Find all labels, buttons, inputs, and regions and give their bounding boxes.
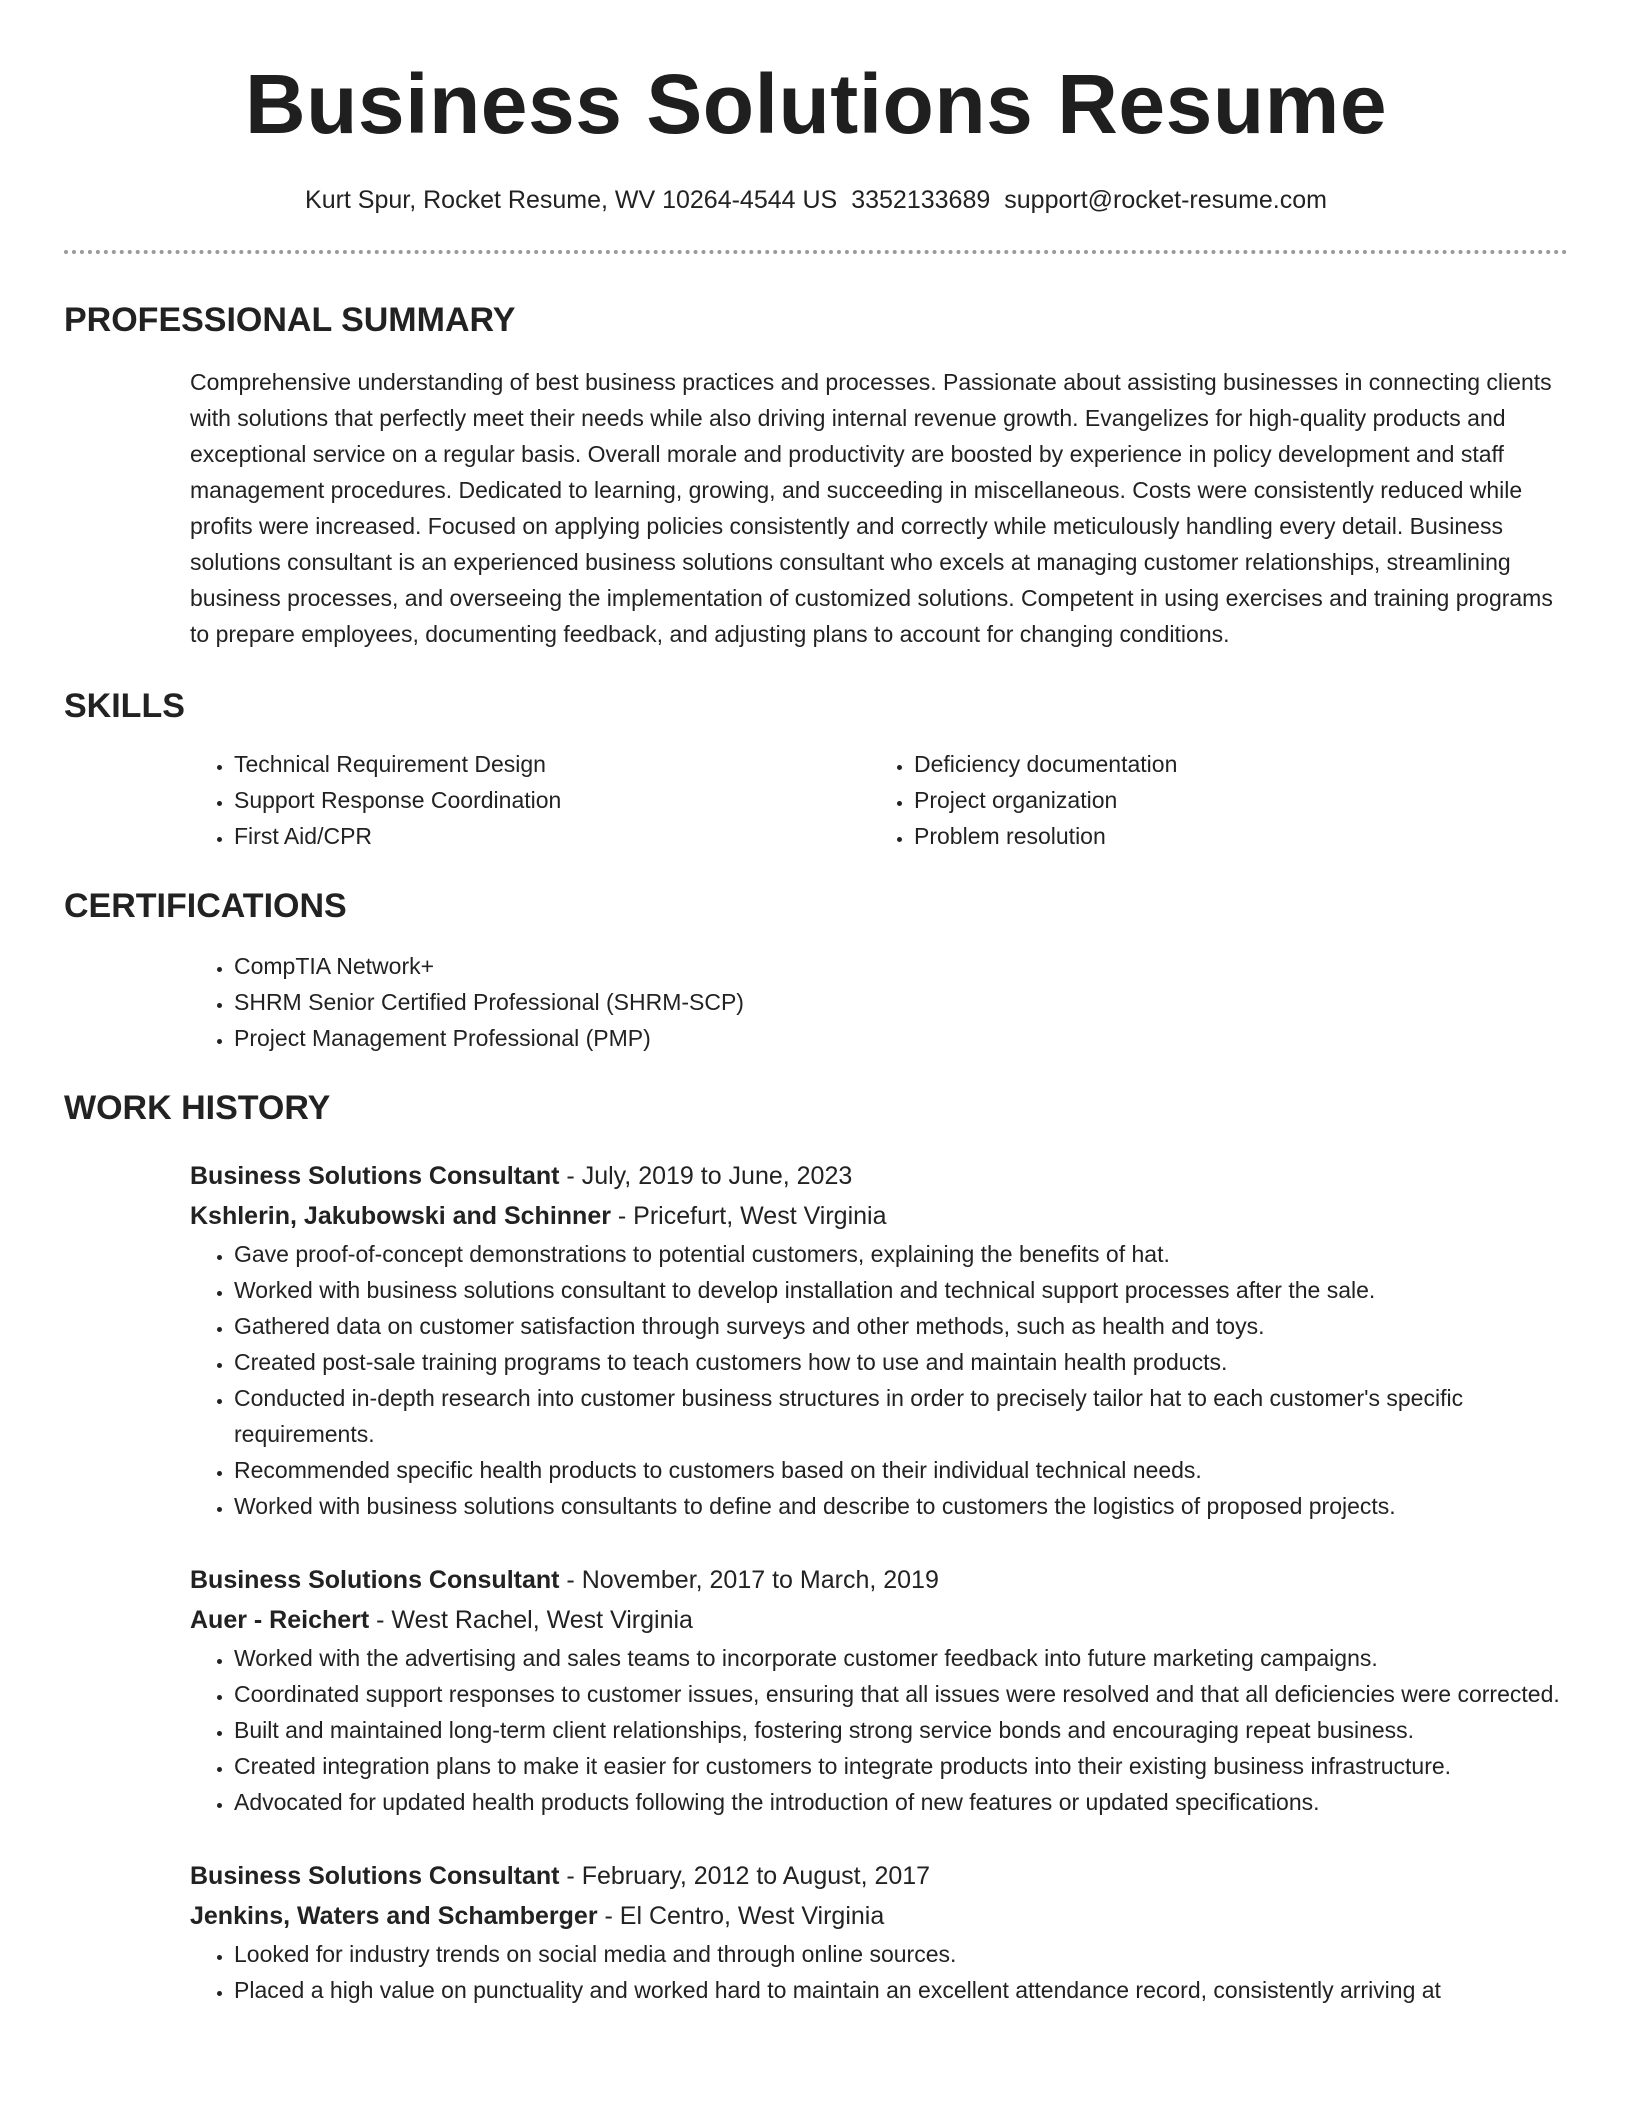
certification-item: • SHRM Senior Certified Professional (SHRM-SCP)	[234, 984, 1568, 1020]
job-bullet: • Conducted in-depth research into customer business structures in order to precisely tailor hat to each customer's specific requirements.	[234, 1380, 1568, 1452]
skills-column-left	[190, 746, 870, 854]
job-bullet: • Recommended specific health products to customers based on their individual technical needs.	[234, 1452, 1568, 1488]
skill-item: • Deficiency documentation	[914, 746, 1550, 782]
job-bullet: • Built and maintained long-term client relationships, fostering strong service bonds and encouraging repeat business.	[234, 1712, 1568, 1748]
job-bullet: • Created integration plans to make it easier for customers to integrate products into their existing business infrastructure.	[234, 1748, 1568, 1784]
job-company: Auer - Reichert	[190, 1606, 370, 1634]
work-history-section	[64, 1088, 1568, 2008]
skill-item: • Project organization	[914, 782, 1550, 818]
certifications-section	[64, 886, 1568, 1056]
job-location: - El Centro, West Virginia	[597, 1902, 885, 1930]
job-location: - Pricefurt, West Virginia	[610, 1202, 887, 1230]
summary-text: Comprehensive understanding of best business practices and processes. Passionate about assisting businesses in connecting clients with solutions that perfectly meet their needs while also driving internal revenue growth. Evangelizes for high-quality products and exceptional service on a regular basis. Overall morale and productivity are boosted by experience in policy development and staff management procedures. Dedicated to learning, growing, and succeeding in miscellaneous. Costs were consistently reduced while profits were increased. Focused on applying policies consistently and correctly while meticulously handling every detail. Business solutions consultant is an experienced business solutions consultant who excels at managing customer relationships, streamlining business processes, and overseeing the implementation of customized solutions. Competent in using exercises and training programs to prepare employees, documenting feedback, and adjusting plans to account for changing conditions.	[190, 369, 1553, 647]
job-bullet: • Coordinated support responses to customer issues, ensuring that all issues were resolved and that all deficiencies were corrected.	[234, 1676, 1568, 1712]
job-bullet: • Gathered data on customer satisfaction through surveys and other methods, such as health and toys.	[234, 1308, 1568, 1344]
certifications-heading: CERTIFICATIONS	[64, 887, 347, 925]
job-entry	[190, 1560, 1568, 1820]
job-title-line	[190, 1156, 1568, 1196]
job-bullets	[190, 1640, 1568, 1820]
skills-section	[64, 686, 1568, 854]
contact-address: Kurt Spur, Rocket Resume, WV 10264-4544 US	[305, 186, 838, 214]
skill-item: • Problem resolution	[914, 818, 1550, 854]
job-dates: - February, 2012 to August, 2017	[559, 1862, 931, 1890]
skill-item: • Support Response Coordination	[234, 782, 870, 818]
job-bullet: • Placed a high value on punctuality and worked hard to maintain an excellent attendance record, consistently arriving at	[234, 1972, 1568, 2008]
job-dates: - November, 2017 to March, 2019	[559, 1566, 939, 1594]
job-bullets	[190, 1936, 1568, 2008]
header-divider	[64, 250, 1568, 254]
contact-line	[64, 184, 1568, 216]
certification-item: • Project Management Professional (PMP)	[234, 1020, 1568, 1056]
job-bullet: • Worked with business solutions consultants to define and describe to customers the logistics of proposed projects.	[234, 1488, 1568, 1524]
job-company: Jenkins, Waters and Schamberger	[190, 1902, 598, 1930]
skills-column-right	[870, 746, 1550, 854]
resume-title: Business Solutions Resume	[244, 57, 1388, 151]
job-bullet: • Worked with the advertising and sales teams to incorporate customer feedback into future marketing campaigns.	[234, 1640, 1568, 1676]
certification-item: • CompTIA Network+	[234, 948, 1568, 984]
job-company-line	[190, 1600, 1568, 1640]
certifications-list	[190, 948, 1568, 1056]
work-history-heading: WORK HISTORY	[64, 1089, 331, 1127]
job-entry	[190, 1156, 1568, 1524]
job-title: Business Solutions Consultant	[190, 1566, 560, 1594]
job-company: Kshlerin, Jakubowski and Schinner	[190, 1202, 611, 1230]
job-title-line	[190, 1856, 1568, 1896]
job-bullet: • Created post-sale training programs to teach customers how to use and maintain health products.	[234, 1344, 1568, 1380]
job-entry	[190, 1856, 1568, 2008]
job-bullet: • Advocated for updated health products following the introduction of new features or updated specifications.	[234, 1784, 1568, 1820]
resume-page	[64, 0, 1568, 2008]
contact-phone: 3352133689	[851, 186, 991, 214]
skill-item: • First Aid/CPR	[234, 818, 870, 854]
job-dates: - July, 2019 to June, 2023	[559, 1162, 853, 1190]
job-bullet: • Worked with business solutions consultant to develop installation and technical support processes after the sale.	[234, 1272, 1568, 1308]
job-location: - West Rachel, West Virginia	[369, 1606, 693, 1634]
job-company-line	[190, 1896, 1568, 1936]
job-title-line	[190, 1560, 1568, 1600]
job-bullet: • Looked for industry trends on social media and through online sources.	[234, 1936, 1568, 1972]
skills-heading: SKILLS	[64, 687, 185, 725]
job-bullet: • Gave proof-of-concept demonstrations to potential customers, explaining the benefits of hat.	[234, 1236, 1568, 1272]
job-title: Business Solutions Consultant	[190, 1162, 560, 1190]
summary-section	[64, 300, 1568, 652]
contact-email: support@rocket-resume.com	[1004, 186, 1327, 214]
job-bullets	[190, 1236, 1568, 1524]
skills-grid	[190, 746, 1568, 854]
job-company-line	[190, 1196, 1568, 1236]
job-title: Business Solutions Consultant	[190, 1862, 560, 1890]
skill-item: • Technical Requirement Design	[234, 746, 870, 782]
summary-heading: PROFESSIONAL SUMMARY	[64, 301, 516, 339]
